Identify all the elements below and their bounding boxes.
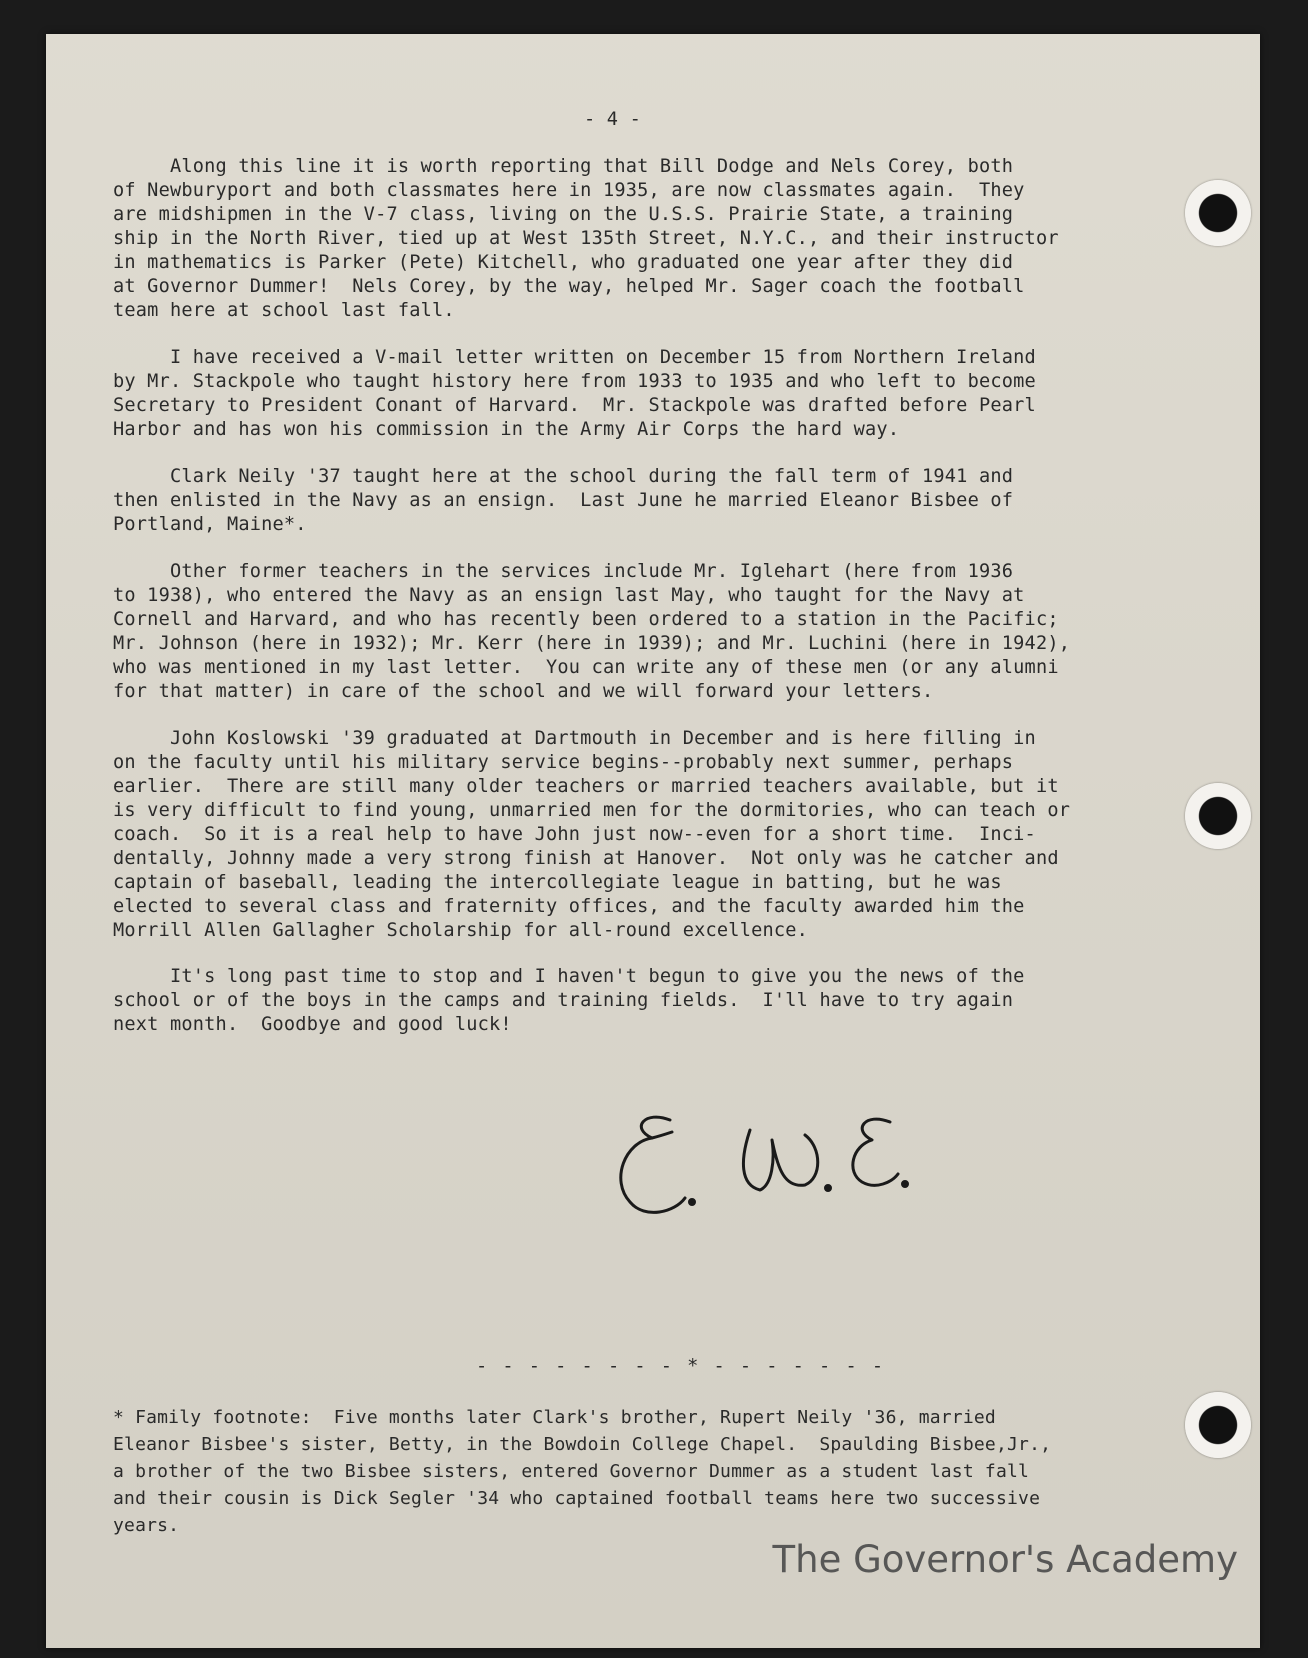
page-number: - 4 -: [584, 109, 641, 130]
paragraph-koslowski: John Koslowski '39 graduated at Dartmouth in December and is here filling in on the faculty until his military service begins--probably next summer, perhaps earlier. There are still many older teachers or married teachers available, but it is very difficult to find young, unmarried men for the dormitories, who can teach or coach. So it is a real help to have John just now--even for a short time. Inci- dentally, Johnny made a very strong finish at Hanover. Not only was he catcher and captain of baseball, leading the intercollegiate league in batting, but he was elected to several class and fraternity offices, and the faculty awarded him the Morrill Allen Gallagher Scholarship for all-round excellence.: [113, 728, 1071, 941]
paragraph-stackpole: I have received a V-mail letter written on December 15 from Northern Ireland by Mr. Stackpole who taught history here from 1933 to 1935 and who left to become Secretary to President Conant of Harvard. Mr. Stackpole was drafted before Pearl Harbor and has won his commission in the Army Air Corps the hard way.: [113, 347, 1036, 440]
punch-hole: [1185, 1392, 1251, 1458]
paragraph-neily: Clark Neily '37 taught here at the school during the fall term of 1941 and then enlisted in the Navy as an ensign. Last June he married Eleanor Bisbee of Portland, Maine*.: [113, 466, 1014, 535]
section-divider: - - - - - - - - * - - - - - - -: [476, 1356, 886, 1377]
handwritten-signature: [600, 1090, 980, 1240]
punch-hole: [1185, 180, 1251, 246]
punch-hole: [1185, 783, 1251, 849]
paragraph-former-teachers: Other former teachers in the services include Mr. Iglehart (here from 1936 to 1938), who entered the Navy as an ensign last May, who taught for the Navy at Cornell and Harvard, and who has recently been ordered to a station in the Pacific; Mr. Johnson (here in 1932); Mr. Kerr (here in 1939); and Mr. Luchini (here in 1942), who was mentioned in my last letter. You can write any of these men (or any alumni for that matter) in care of the school and we will forward your letters.: [113, 561, 1071, 702]
family-footnote: * Family footnote: Five months later Clark's brother, Rupert Neily '36, married Eleanor Bisbee's sister, Betty, in the Bowdoin College Chapel. Spaulding Bisbee,Jr., a brother of the two Bisbee sisters, entered Governor Dummer as a student last fall and their cousin is Dick Segler '34 who captained football teams here two successive years.: [113, 1407, 1052, 1536]
paragraph-closing: It's long past time to stop and I haven't begun to give you the news of the school or of the boys in the camps and training fields. I'll have to try again next month. Goodbye and good luck!: [113, 966, 1025, 1035]
paragraph-dodge-corey: Along this line it is worth reporting that Bill Dodge and Nels Corey, both of Newburyport and both classmates here in 1935, are now classmates again. They are midshipmen in the V-7 class, living on the U.S.S. Prairie State, a training ship in the North River, tied up at West 135th Street, N.Y.C., and their instructor in mathematics is Parker (Pete) Kitchell, who graduated one year after they did at Governor Dummer! Nels Corey, by the way, helped Mr. Sager coach the football team here at school last fall.: [113, 156, 1059, 321]
watermark: The Governor's Academy: [772, 1538, 1238, 1581]
